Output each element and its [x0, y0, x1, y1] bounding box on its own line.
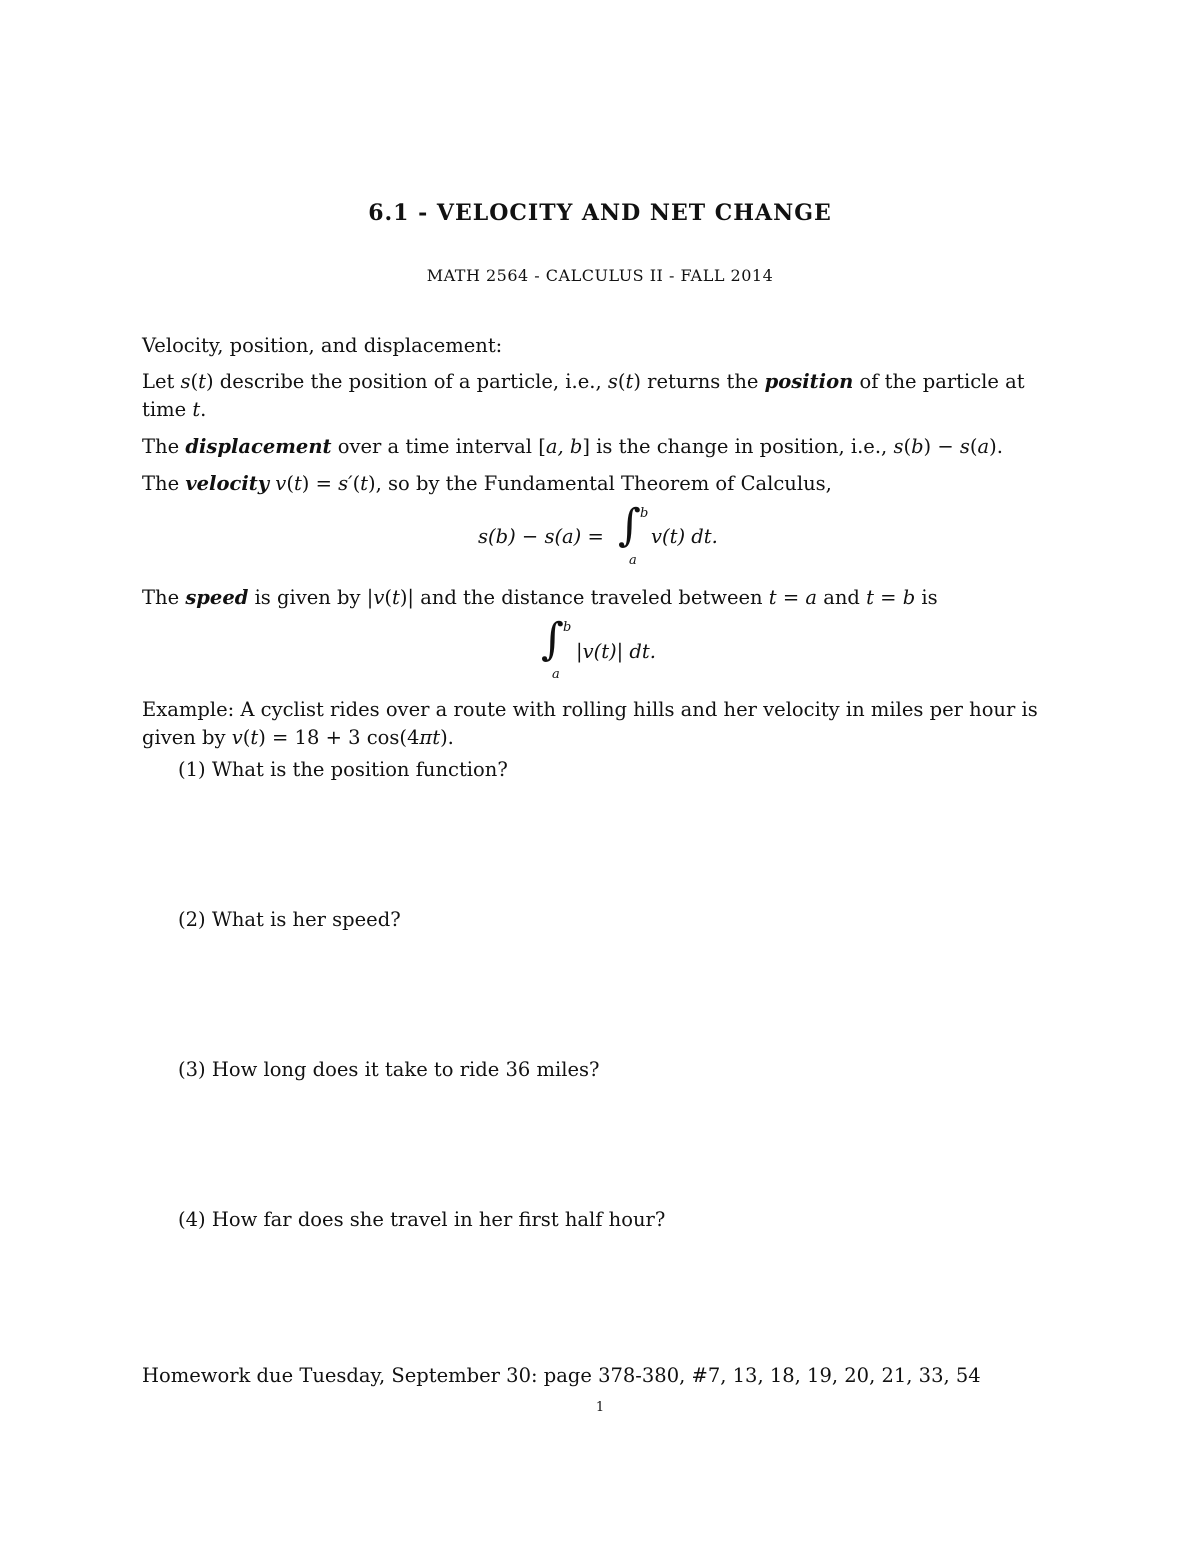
page-title: 6.1 - VELOCITY AND NET CHANGE: [368, 200, 832, 226]
displacement-definition-line: The displacement over a time interval [a, b] is the change in position, i.e., s(b) − s(a).: [142, 435, 1003, 458]
integral-sign: ∫: [541, 614, 564, 665]
page-number: 1: [595, 1400, 605, 1415]
question-3: (3) How long does it take to ride 36 miles?: [178, 1058, 600, 1081]
question-2: (2) What is her speed?: [178, 908, 401, 931]
upper-limit: b: [563, 620, 572, 635]
example-line: Example: A cyclist rides over a route with rolling hills and her velocity in miles per hour is: [142, 698, 1038, 721]
ftc-equation-integrand: v(t) dt.: [651, 525, 718, 548]
term-speed: speed: [185, 586, 249, 609]
integral-sign: ∫: [618, 500, 641, 551]
position-definition-line: Let s(t) describe the position of a particle, i.e., s(t) returns the position of the particle at: [142, 370, 1025, 393]
example-velocity-line: given by v(t) = 18 + 3 cos(4πt).: [142, 726, 454, 749]
upper-limit: b: [640, 506, 649, 521]
homework-line: Homework due Tuesday, September 30: page 378-380, #7, 13, 18, 19, 20, 21, 33, 54: [142, 1364, 981, 1387]
question-1: (1) What is the position function?: [178, 758, 508, 781]
speed-definition-line: The speed is given by |v(t)| and the distance traveled between t = a and t = b is: [142, 586, 938, 609]
section-heading: Velocity, position, and displacement:: [142, 334, 503, 357]
distance-integrand: |v(t)| dt.: [576, 640, 656, 663]
term-velocity: velocity: [185, 472, 270, 495]
ftc-equation-lhs: s(b) − s(a) =: [478, 525, 604, 548]
lower-limit: a: [552, 667, 560, 682]
term-displacement: displacement: [185, 435, 332, 458]
velocity-definition-line: The velocity v(t) = s′(t), so by the Fundamental Theorem of Calculus,: [142, 472, 832, 495]
question-4: (4) How far does she travel in her first half hour?: [178, 1208, 666, 1231]
term-position: position: [764, 370, 854, 393]
lower-limit: a: [629, 553, 637, 568]
course-subtitle: MATH 2564 - CALCULUS II - FALL 2014: [426, 266, 774, 285]
position-definition-continuation: time t.: [142, 398, 207, 421]
